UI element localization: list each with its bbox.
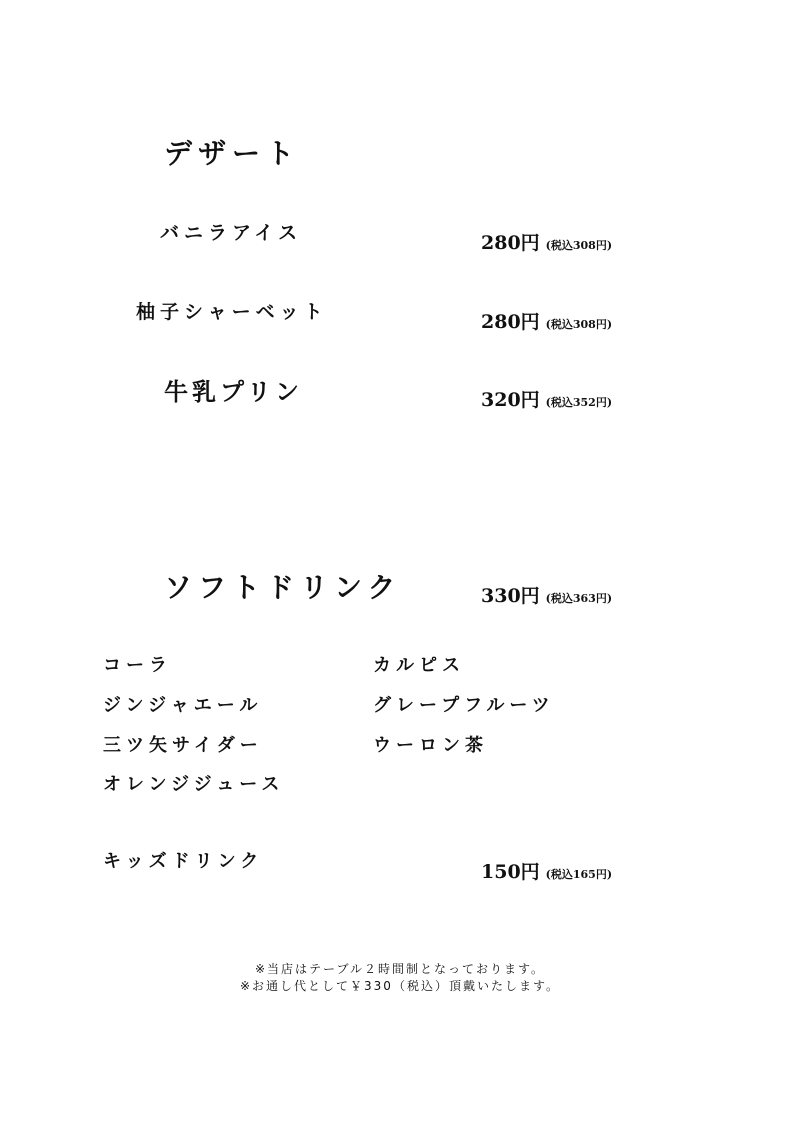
menu-item-milk-pudding: 牛乳プリン [164, 378, 304, 406]
tax-included-price: (税込363円) [545, 592, 613, 605]
price-row [481, 385, 612, 412]
price-row [481, 228, 612, 255]
price-row [481, 581, 612, 608]
drink-item: ジンジャエール [103, 695, 263, 716]
drink-item: オレンジジュース [103, 774, 285, 795]
tax-included-price: (税込352円) [545, 396, 613, 409]
dessert-heading: デザート [164, 137, 301, 170]
tax-included-price: (税込308円) [545, 239, 613, 252]
price: 280円 [481, 311, 540, 333]
note-table-time-limit: ※当店はテーブル２時間制となっております。 [254, 962, 546, 976]
price-row [481, 857, 612, 884]
drink-item: 三ツ矢サイダー [103, 735, 263, 756]
menu-item-yuzu-sherbet: 柚子シャーベット [136, 301, 328, 323]
price: 280円 [481, 232, 540, 254]
menu-item-vanilla-ice: バニラアイス [160, 222, 303, 244]
price: 150円 [481, 861, 540, 883]
tax-included-price: (税込165円) [545, 868, 613, 881]
drink-item: グレープフルーツ [373, 695, 555, 716]
price-row [481, 307, 612, 334]
drink-item: コーラ [103, 655, 172, 676]
tax-included-price: (税込308円) [545, 318, 613, 331]
drink-item: ウーロン茶 [373, 735, 488, 756]
drink-item: カルピス [373, 655, 465, 676]
kids-drink-item: キッズドリンク [103, 851, 264, 872]
note-cover-charge: ※お通し代として￥330（税込）頂戴いたします。 [239, 979, 560, 993]
soft-drink-heading: ソフトドリンク [164, 571, 402, 604]
price: 330円 [481, 585, 540, 607]
price: 320円 [481, 389, 540, 411]
